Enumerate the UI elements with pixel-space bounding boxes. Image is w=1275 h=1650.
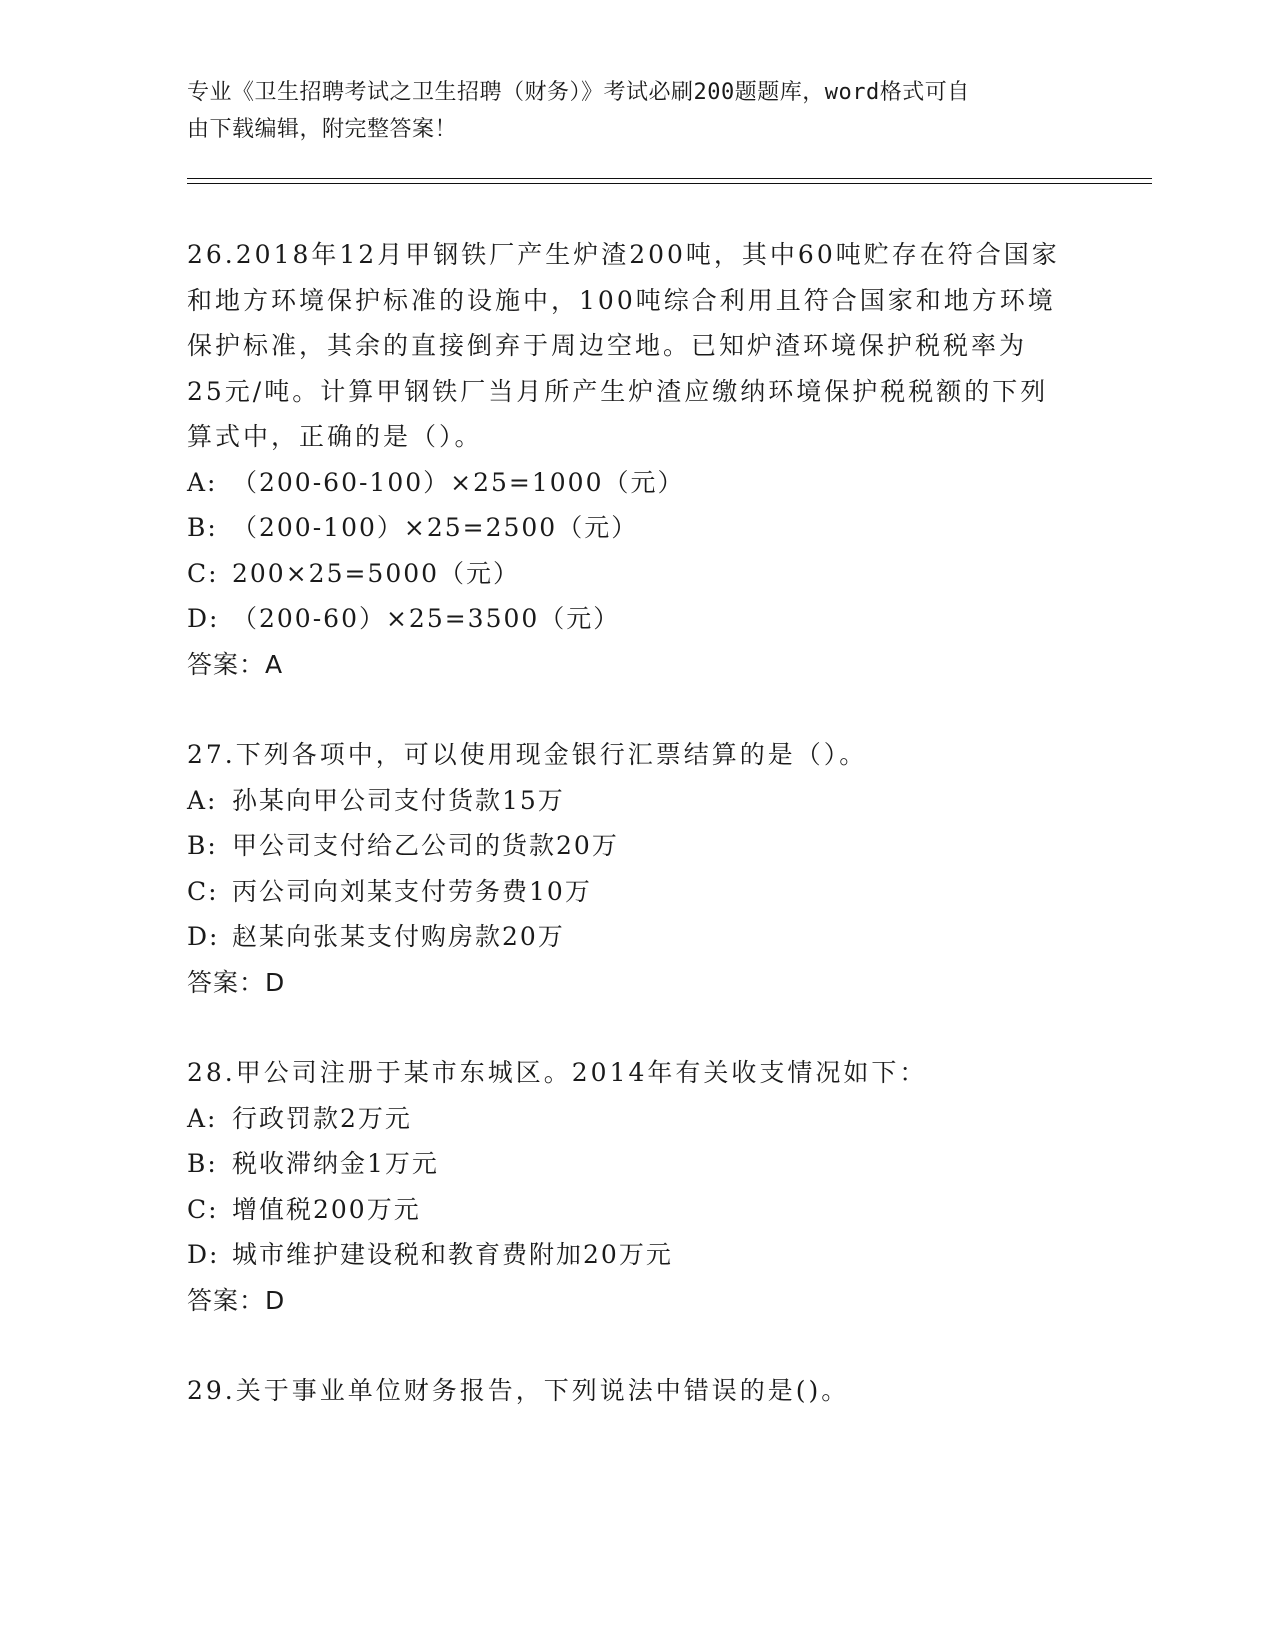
question-text-line: 保护标准，其余的直接倒弃于周边空地。已知炉渣环境保护税税率为 [187, 331, 1028, 360]
option-text: 孙某向甲公司支付货款15万 [232, 785, 565, 815]
option-c [187, 551, 1087, 597]
option-b [187, 823, 1087, 869]
option-d [187, 1232, 1087, 1278]
answer: 答案：D [187, 1285, 286, 1315]
option-d [187, 914, 1087, 960]
spacer [187, 1323, 1087, 1368]
option-label: C: [187, 876, 219, 906]
question-text-line: 和地方环境保护标准的设施中，100吨综合利用且符合国家和地方环境 [187, 285, 1056, 315]
option-text: 丙公司向刘某支付劳务费10万 [232, 876, 592, 906]
question-text-line: 26.2018年12月甲钢铁厂产生炉渣200吨，其中60吨贮存在符合国家 [187, 240, 1060, 269]
header-line-2: 由下载编辑，附完整答案！ [187, 117, 458, 142]
header-divider-top [187, 178, 1152, 179]
question-28 [187, 1050, 1087, 1323]
answer: 答案：A [187, 649, 284, 679]
option-c [187, 869, 1087, 915]
question-text-line: 29.关于事业单位财务报告，下列说法中错误的是()。 [187, 1376, 850, 1405]
option-label: C: [187, 1194, 219, 1224]
header-line-1: 专业《卫生招聘考试之卫生招聘（财务）》考试必刷200题题库，word格式可自 [187, 80, 970, 105]
question-text-line: 算式中，正确的是（）。 [187, 422, 483, 451]
option-text: 200×25=5000（元） [232, 558, 521, 588]
option-label: A: [187, 1103, 218, 1133]
option-c [187, 1187, 1087, 1233]
question-26 [187, 232, 1087, 687]
option-a [187, 778, 1087, 824]
option-label: D: [187, 922, 220, 951]
option-text: 城市维护建设税和教育费附加20万元 [232, 1240, 673, 1269]
option-label: B: [187, 831, 218, 860]
option-label: D: [187, 604, 220, 633]
option-b [187, 505, 1087, 551]
option-label: B: [187, 513, 218, 542]
option-a [187, 1096, 1087, 1142]
option-text: （200-100）×25=2500（元） [232, 513, 639, 542]
document-header [187, 74, 1067, 148]
question-text-line: 25元/吨。计算甲钢铁厂当月所产生炉渣应缴纳环境保护税税额的下列 [187, 376, 1049, 406]
option-text: 行政罚款2万元 [232, 1103, 412, 1133]
answer: 答案：D [187, 967, 286, 997]
option-text: 税收滞纳金1万元 [232, 1149, 439, 1178]
question-text-line: 27.下列各项中，可以使用现金银行汇票结算的是（）。 [187, 740, 868, 769]
option-d [187, 596, 1087, 642]
option-text: 赵某向张某支付购房款20万 [232, 922, 565, 951]
question-27 [187, 732, 1087, 1005]
option-label: B: [187, 1149, 218, 1178]
spacer [187, 1005, 1087, 1050]
option-text: （200-60）×25=3500（元） [232, 604, 621, 633]
question-29 [187, 1368, 1087, 1414]
option-text: （200-60-100）×25=1000（元） [232, 467, 685, 497]
option-text: 增值税200万元 [232, 1194, 421, 1224]
option-text: 甲公司支付给乙公司的货款20万 [232, 831, 619, 860]
question-list [187, 232, 1087, 1414]
option-label: D: [187, 1240, 220, 1269]
option-label: A: [187, 785, 218, 815]
option-a [187, 460, 1087, 506]
option-label: C: [187, 558, 219, 588]
header-divider-bottom [187, 183, 1152, 184]
spacer [187, 687, 1087, 732]
option-label: A: [187, 467, 218, 497]
option-b [187, 1141, 1087, 1187]
question-text-line: 28.甲公司注册于某市东城区。2014年有关收支情况如下： [187, 1058, 928, 1087]
